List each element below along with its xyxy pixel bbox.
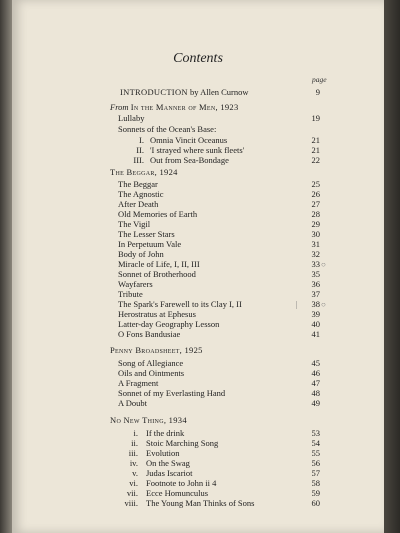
toc-intro <box>12 87 384 98</box>
toc-entry: ii. Stoic Marching Song 54 <box>131 438 320 448</box>
toc-entry: In Perpetuum Vale 31 <box>118 239 320 249</box>
page-title: Contents <box>173 51 223 66</box>
pencil-tick-mark: | <box>296 300 298 309</box>
toc-entry: The Agnostic 26 <box>118 189 320 199</box>
toc-entry: I. Omnia Vincit Oceanus 21 <box>139 135 320 145</box>
toc-entry: iii. Evolution 55 <box>128 448 320 458</box>
section-heading <box>12 345 384 356</box>
pencil-circle-mark: ○ <box>321 260 326 269</box>
toc-entry: v. Judas Iscariot 57 <box>132 468 320 478</box>
toc-entry: Tribute 37 <box>118 289 320 299</box>
toc-entry: II. 'I strayed where sunk fleets' 21 <box>136 145 320 155</box>
toc-entry: A Fragment 47 <box>118 378 320 388</box>
page-edge-shadow <box>384 0 400 533</box>
toc-entry: The Beggar 25 <box>118 179 320 189</box>
section-title: In the Manner of Men, 1923 <box>130 102 239 112</box>
toc-entry: Latter-day Geography Lesson 40 <box>118 319 320 329</box>
pencil-circle-mark: ○ <box>321 300 326 309</box>
page-column-header: page <box>312 75 327 84</box>
toc-entry: Sonnet of Brotherhood 35 <box>118 269 320 279</box>
book-spine <box>0 0 12 533</box>
toc-entry: vi. Footnote to John ii 4 58 <box>129 478 320 488</box>
toc-entry: Song of Allegiance 45 <box>118 358 320 368</box>
toc-entry: O Fons Bandusiae 41 <box>118 329 320 339</box>
section-heading <box>12 102 384 113</box>
toc-entry: Oils and Ointments 46 <box>118 368 320 378</box>
section-heading <box>12 167 384 178</box>
toc-entry: Herostratus at Ephesus 39 <box>118 309 320 319</box>
toc-entry: The Lesser Stars 30 <box>118 229 320 239</box>
toc-entry: Wayfarers 36 <box>118 279 320 289</box>
toc-entry: A Doubt 49 <box>118 398 320 408</box>
from-label: From <box>110 102 129 112</box>
toc-entry: vii. Ecce Homunculus 59 <box>126 488 320 498</box>
toc-entry: iv. On the Swag 56 <box>129 458 320 468</box>
section-title: Penny Broadsheet, 1925 <box>110 345 203 355</box>
section-title: The Beggar, 1924 <box>110 167 178 177</box>
intro-label: INTRODUCTION <box>120 87 188 97</box>
section-title: No New Thing, 1934 <box>110 415 187 425</box>
contents-page <box>12 0 384 533</box>
intro-page: 9 <box>315 87 320 97</box>
toc-entry: III. Out from Sea-Bondage 22 <box>133 155 320 165</box>
toc-entry: After Death 27 <box>118 199 320 209</box>
toc-entry: Miracle of Life, I, II, III 33 ○ <box>118 259 326 269</box>
toc-entry: viii. The Young Man Thinks of Sons 60 <box>124 498 320 508</box>
toc-entry: Lullaby 19 <box>118 113 320 123</box>
toc-entry: Sonnet of my Everlasting Hand 48 <box>118 388 320 398</box>
toc-entry: Old Memories of Earth 28 <box>118 209 320 219</box>
toc-entry: The Spark's Farewell to its Clay I, II | 38 ○ <box>118 299 326 309</box>
section-heading <box>12 415 384 426</box>
toc-entry: The Vigil 29 <box>118 219 320 229</box>
toc-entry: i. If the drink 53 <box>133 428 320 438</box>
toc-entry: Sonnets of the Ocean's Base: <box>118 124 217 134</box>
toc-entry: Body of John 32 <box>118 249 320 259</box>
intro-author: by Allen Curnow <box>187 87 249 97</box>
